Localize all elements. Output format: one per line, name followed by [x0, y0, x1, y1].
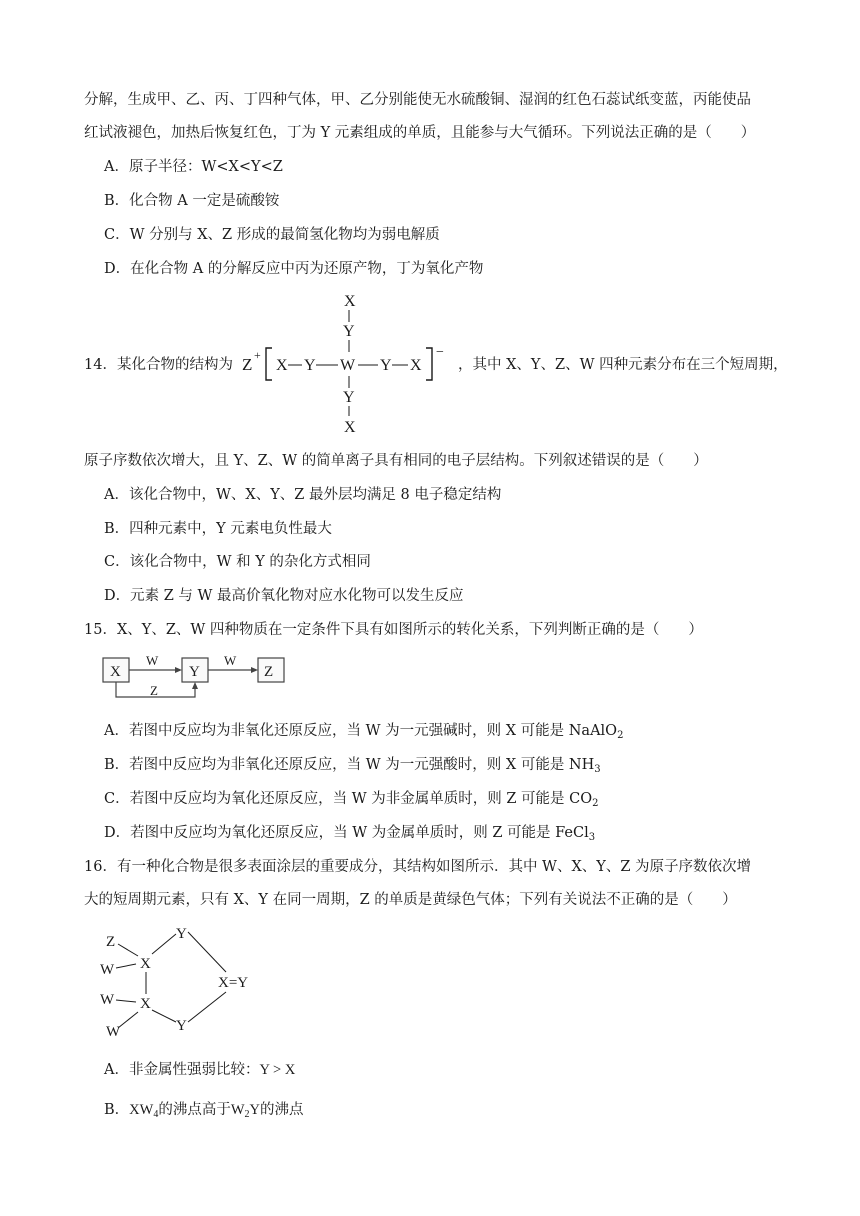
q15-option-d: D．若图中反应均为氧化还原反应，当 W 为金属单质时，则 Z 可能是 FeCl$_3$: [104, 825, 596, 843]
q14-cation-z: Z: [242, 355, 253, 374]
q14-anion-charge: −: [436, 345, 444, 360]
q15-option-a: A．若图中反应均为非氧化还原反应，当 W 为一元强碱时，则 X 可能是 NaAlO$_2$: [104, 723, 624, 741]
q14-option-b: B．四种元素中，Y 元素电负性最大: [104, 521, 332, 537]
q16-atom-y-bottom: Y: [176, 1018, 187, 1034]
q13-option-a: A．原子半径：W<X<Y<Z: [104, 159, 283, 175]
q16-atom-z: Z: [106, 934, 116, 950]
q15-option-c: C．若图中反应均为氧化还原反应，当 W 为非金属单质时，则 Z 可能是 $CO_2$: [104, 791, 599, 809]
q15-box-z-label: Z: [264, 664, 274, 680]
q14-cation-charge: +: [254, 348, 261, 362]
q15-stem: 15．X、Y、Z、W 四种物质在一定条件下具有如图所示的转化关系，下列判断正确的是（ ）: [84, 622, 703, 638]
q14-stem-line2: 原子序数依次增大，且 Y、Z、W 的简单离子具有相同的电子层结构。下列叙述错误的是（ ）: [84, 453, 708, 469]
q14-atom-left-y: Y: [304, 357, 316, 374]
q14-stem-suffix: ，其中 X、Y、Z、W 四种元素分布在三个短周期，: [458, 357, 788, 373]
q15-box-x-label: X: [110, 664, 121, 680]
q14-atom-right-y: Y: [380, 357, 392, 374]
q14-structure-diagram: [236, 288, 462, 438]
q14-atom-center-w: W: [340, 357, 356, 374]
q15-arrow-label-z: Z: [150, 683, 158, 698]
q14-atom-bottom-y: Y: [343, 389, 355, 406]
q15-conversion-diagram: [100, 650, 292, 704]
q16-stem-line1: 16．有一种化合物是很多表面涂层的重要成分，其结构如图所示．其中 W、X、Y、Z 为原子序数依次增: [84, 859, 752, 875]
q15-option-b: B．若图中反应均为非氧化还原反应，当 W 为一元强酸时，则 X 可能是 $NH_3$: [104, 757, 601, 775]
q15-box-y-label: Y: [189, 664, 200, 680]
q14-option-c: C．该化合物中，W 和 Y 的杂化方式相同: [104, 554, 371, 570]
q16-atom-y-top: Y: [176, 926, 187, 942]
q15-arrow-label-w1: W: [146, 653, 159, 668]
q16-atom-x-upper: X: [140, 956, 151, 972]
q14-stem-prefix: 14．某化合物的结构为: [84, 357, 233, 373]
q13-stem-line1: 分解，生成甲、乙、丙、丁四种气体，甲、乙分别能使无水硫酸铜、湿润的红色石蕊试纸变蓝，丙能使品: [84, 92, 751, 108]
q16-structure-diagram: [96, 920, 268, 1044]
q13-option-b: B．化合物 A 一定是硫酸铵: [104, 193, 280, 209]
q16-atom-w1: W: [100, 962, 115, 978]
q13-stem-line2: 红试液褪色，加热后恢复红色，丁为 Y 元素组成的单质，且能参与大气循环。下列说法正确的是（ ）: [84, 125, 756, 141]
q14-atom-top-y: Y: [343, 323, 355, 340]
q14-atom-top-x: X: [344, 293, 356, 310]
q16-option-b: B．$XW_4$的沸点高于$W_2Y$的沸点: [104, 1102, 304, 1120]
q16-atom-x-eq-y: X=Y: [218, 975, 249, 991]
q14-atom-bottom-x: X: [344, 419, 356, 436]
q16-stem-line2: 大的短周期元素，只有 X、Y 在同一周期，Z 的单质是黄绿色气体；下列有关说法不正确的是（ ）: [84, 892, 737, 908]
q14-atom-left-x: X: [276, 357, 288, 374]
q14-option-a: A．该化合物中，W、X、Y、Z 最外层均满足 8 电子稳定结构: [104, 487, 502, 503]
q16-atom-w3: W: [106, 1024, 121, 1040]
q13-option-c: C．W 分别与 X、Z 形成的最简氢化物均为弱电解质: [104, 227, 440, 243]
q14-atom-right-x: X: [410, 357, 422, 374]
q16-atom-x-lower: X: [140, 996, 151, 1012]
q14-option-d: D．元素 Z 与 W 最高价氧化物对应水化物可以发生反应: [104, 588, 464, 604]
q13-option-d: D．在化合物 A 的分解反应中丙为还原产物，丁为氧化产物: [104, 261, 484, 277]
q16-option-a: A．非金属性强弱比较：Y > X: [104, 1062, 296, 1078]
q15-arrow-label-w2: W: [224, 653, 237, 668]
q16-atom-w2: W: [100, 992, 115, 1008]
